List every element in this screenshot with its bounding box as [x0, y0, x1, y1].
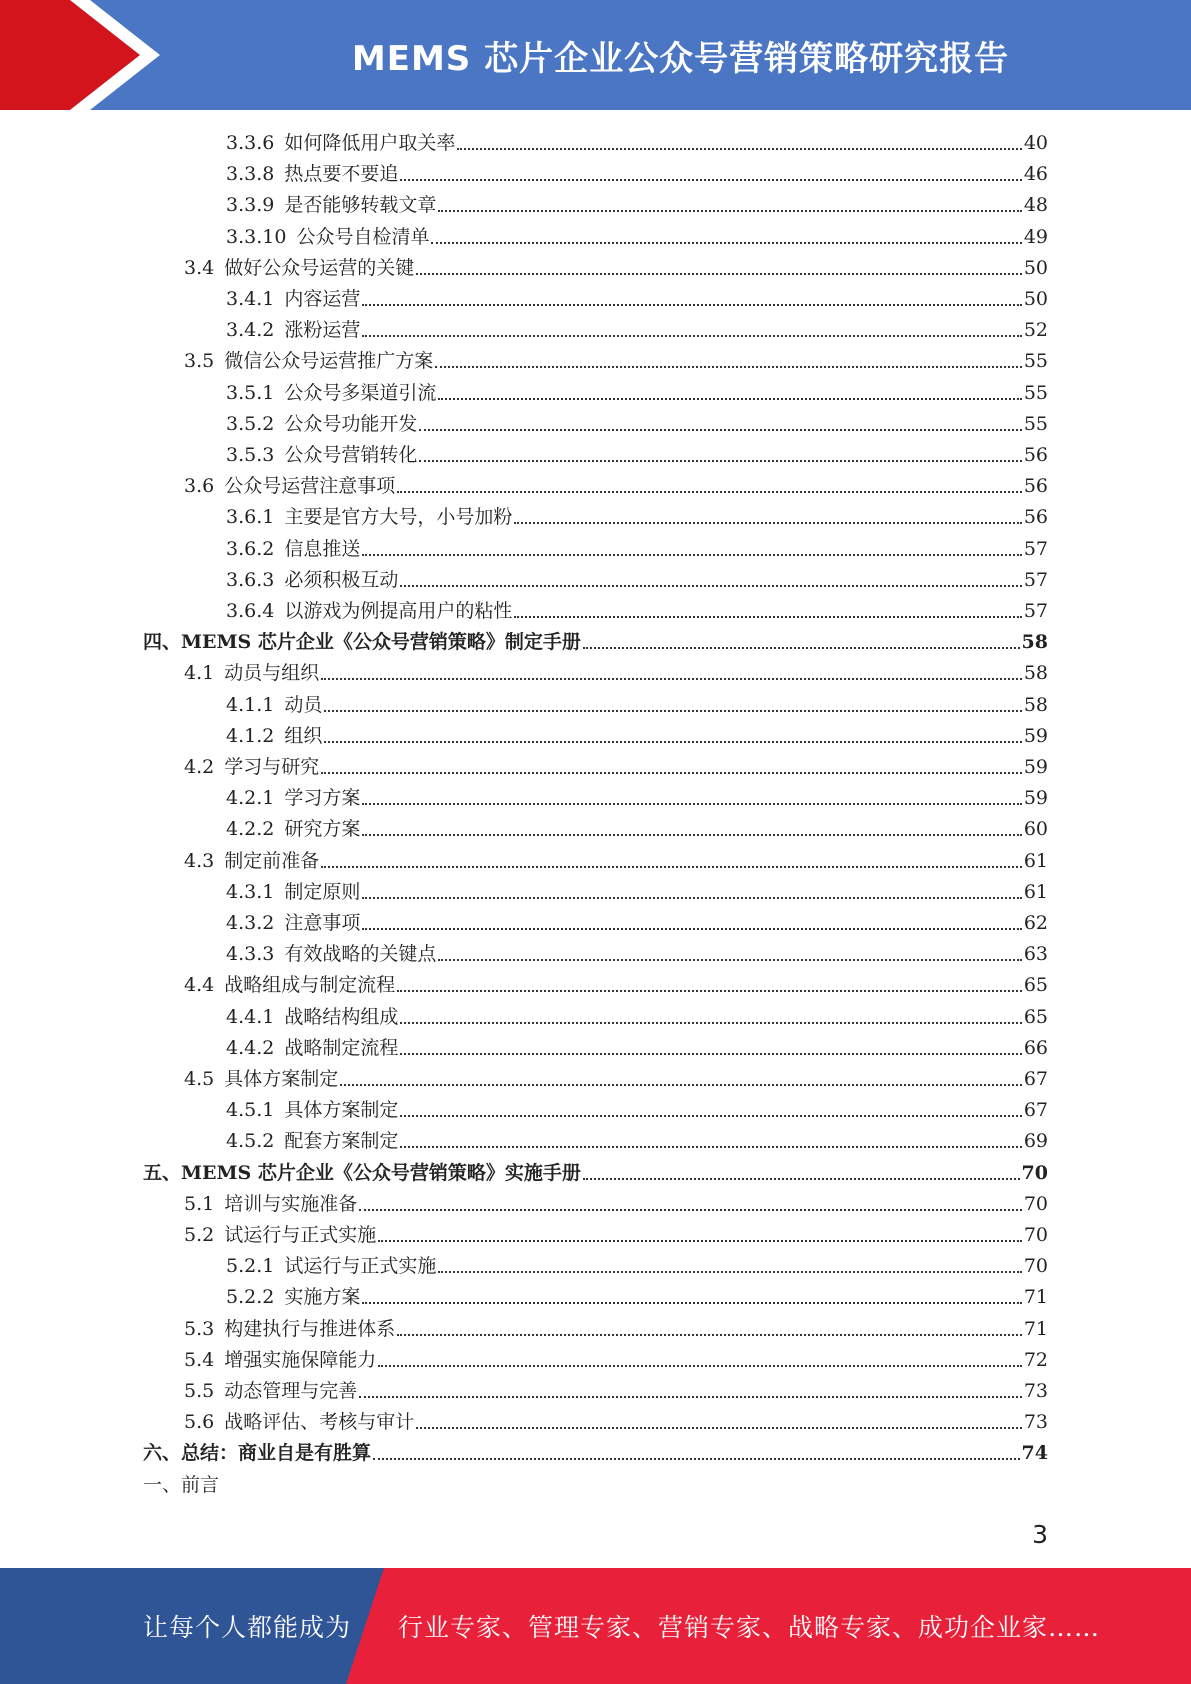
- toc-entry-number: 4.5.2: [226, 1130, 275, 1153]
- toc-entry-page: 40: [1023, 132, 1048, 154]
- toc-entry-number: 3.6: [184, 475, 215, 498]
- toc-entry-title: 动态管理与完善: [224, 1380, 358, 1402]
- toc-dot-leader: [514, 615, 1021, 618]
- page-footer: [0, 1568, 1191, 1684]
- toc-entry-number: 4.2: [184, 756, 215, 778]
- toc-entry[interactable]: [143, 1470, 219, 1501]
- toc-entry[interactable]: [184, 1314, 1048, 1345]
- toc-entry[interactable]: [184, 471, 1048, 502]
- toc-entry[interactable]: [226, 1095, 1048, 1126]
- toc-dot-leader: [400, 1145, 1021, 1148]
- toc-entry-title: 信息推送: [284, 537, 361, 560]
- toc-entry-page: 63: [1023, 943, 1048, 966]
- page-number: 3: [1032, 1520, 1048, 1549]
- toc-dot-leader: [340, 1083, 1022, 1086]
- toc-entry[interactable]: [226, 190, 1048, 221]
- toc-entry-title: 内容运营: [284, 288, 361, 310]
- toc-entry-page: 73: [1023, 1411, 1048, 1434]
- toc-entry[interactable]: [226, 596, 1048, 627]
- red-arrow-decoration: [0, 0, 160, 110]
- toc-entry-title: 构建执行与推进体系: [224, 1317, 396, 1340]
- toc-entry-title: 战略评估、考核与审计: [224, 1411, 415, 1434]
- toc-entry-title: 动员与组织: [224, 662, 320, 685]
- toc-dot-leader: [359, 1208, 1022, 1211]
- toc-entry-title: 配套方案制定: [284, 1130, 399, 1153]
- toc-entry-title: 四、MEMS 芯片企业《公众号营销策略》制定手册: [143, 631, 581, 654]
- toc-entry-page: 50: [1023, 288, 1048, 310]
- toc-entry[interactable]: [226, 783, 1048, 814]
- toc-entry[interactable]: [184, 1345, 1048, 1376]
- toc-dot-leader: [416, 272, 1022, 275]
- toc-entry-page: 52: [1023, 319, 1048, 342]
- toc-entry[interactable]: [226, 939, 1048, 970]
- toc-entry[interactable]: [226, 721, 1048, 752]
- toc-entry[interactable]: [226, 440, 1048, 471]
- toc-entry-number: 4.5.1: [226, 1099, 275, 1122]
- toc-entry-number: 4.3.1: [226, 880, 275, 903]
- toc-dot-leader: [457, 147, 1021, 150]
- toc-entry-title: 是否能够转载文章: [284, 194, 437, 217]
- toc-entry-title: 试运行与正式实施: [284, 1255, 437, 1278]
- toc-entry-page: 50: [1023, 256, 1048, 279]
- toc-entry-page: 67: [1023, 1068, 1048, 1090]
- toc-entry[interactable]: [226, 690, 1048, 721]
- toc-dot-leader: [400, 1114, 1021, 1117]
- toc-entry-page: 59: [1023, 756, 1048, 778]
- toc-entry[interactable]: [226, 159, 1048, 190]
- toc-entry-number: 3.6.3: [226, 568, 275, 591]
- toc-entry-number: 3.3.10: [226, 225, 287, 248]
- toc-entry-number: 4.3.2: [226, 912, 275, 934]
- toc-entry-title: 做好公众号运营的关键: [224, 256, 415, 279]
- toc-entry-number: 3.6.2: [226, 537, 275, 560]
- toc-dot-leader: [438, 209, 1021, 212]
- toc-entry-number: 5.1: [184, 1192, 215, 1215]
- toc-entry-title: 培训与实施准备: [224, 1192, 358, 1215]
- toc-entry-page: 70: [1023, 1255, 1048, 1278]
- toc-entry-title: 战略制定流程: [284, 1036, 399, 1059]
- toc-dot-leader: [362, 303, 1021, 306]
- toc-entry-page: 57: [1023, 568, 1048, 591]
- toc-dot-leader: [397, 490, 1022, 493]
- toc-entry-title: 研究方案: [284, 818, 361, 841]
- toc-entry[interactable]: [184, 346, 1048, 377]
- toc-dot-leader: [400, 1052, 1021, 1055]
- toc-entry-page: 71: [1023, 1286, 1048, 1309]
- toc-entry-page: 48: [1023, 194, 1048, 217]
- toc-dot-leader: [400, 178, 1021, 181]
- toc-entry-page: 58: [1021, 631, 1048, 654]
- toc-entry[interactable]: [226, 534, 1048, 565]
- toc-entry-title: 公众号自检清单: [296, 225, 430, 248]
- toc-entry[interactable]: [184, 1407, 1048, 1438]
- toc-entry-title: 有效战略的关键点: [284, 943, 437, 966]
- toc-entry-title: 增强实施保障能力: [224, 1348, 377, 1371]
- toc-entry-page: 60: [1023, 818, 1048, 841]
- toc-entry-page: 56: [1023, 506, 1048, 529]
- toc-entry-number: 5.2: [184, 1224, 215, 1246]
- toc-entry-number: 4.3.3: [226, 943, 275, 966]
- toc-entry-page: 66: [1023, 1036, 1048, 1059]
- toc-dot-leader: [373, 1457, 1020, 1460]
- toc-entry-page: 67: [1023, 1099, 1048, 1122]
- toc-entry-page: 61: [1023, 849, 1048, 872]
- toc-entry-number: 3.5.1: [226, 381, 275, 404]
- toc-dot-leader: [438, 958, 1021, 961]
- toc-entry-page: 55: [1023, 350, 1048, 373]
- toc-dot-leader: [583, 1177, 1020, 1180]
- toc-entry-number: 5.2.1: [226, 1255, 275, 1278]
- toc-dot-leader: [416, 1426, 1022, 1429]
- toc-entry-title: 涨粉运营: [284, 319, 361, 342]
- toc-entry-number: 3.4: [184, 256, 215, 279]
- footer-slogan-right: 行业专家、管理专家、营销专家、战略专家、成功企业家……: [398, 1613, 1101, 1642]
- toc-entry[interactable]: [226, 1126, 1048, 1157]
- toc-entry-title: 战略组成与制定流程: [224, 974, 396, 997]
- toc-entry[interactable]: [184, 1189, 1048, 1220]
- toc-entry-page: 71: [1023, 1317, 1048, 1340]
- toc-entry-page: 56: [1023, 475, 1048, 498]
- toc-entry-page: 69: [1023, 1130, 1048, 1153]
- toc-entry-page: 70: [1023, 1224, 1048, 1246]
- toc-entry-number: 3.3.8: [226, 163, 275, 186]
- toc-entry[interactable]: [226, 877, 1048, 908]
- toc-dot-leader: [362, 802, 1021, 805]
- toc-entry[interactable]: [184, 1220, 1048, 1251]
- toc-entry-number: 4.4: [184, 974, 215, 997]
- toc-entry-title: 微信公众号运营推广方案: [224, 350, 434, 373]
- toc-entry-number: 5.2.2: [226, 1286, 275, 1309]
- toc-entry-number: 4.2.2: [226, 818, 275, 841]
- toc-entry-title: 试运行与正式实施: [224, 1224, 377, 1246]
- toc-entry[interactable]: [226, 502, 1048, 533]
- toc-entry-title: 实施方案: [284, 1286, 361, 1309]
- toc-dot-leader: [583, 646, 1020, 649]
- toc-entry[interactable]: [143, 627, 1048, 658]
- toc-entry-number: 4.2.1: [226, 787, 275, 810]
- toc-entry-page: 62: [1023, 912, 1048, 934]
- toc-entry[interactable]: [226, 1002, 1048, 1033]
- toc-entry-number: 5.4: [184, 1348, 215, 1371]
- report-title: MEMS 芯片企业公众号营销策略研究报告: [351, 38, 1010, 79]
- toc-entry-title: 制定原则: [284, 880, 361, 903]
- toc-dot-leader: [324, 740, 1021, 743]
- toc-entry-number: 3.5.2: [226, 412, 275, 435]
- toc-entry-number: 3.5.3: [226, 444, 275, 466]
- toc-entry-number: 4.4.1: [226, 1005, 275, 1028]
- toc-entry-page: 57: [1023, 600, 1048, 622]
- toc-dot-leader: [362, 553, 1021, 556]
- toc-entry-title: 学习方案: [284, 787, 361, 810]
- toc-dot-leader: [359, 1395, 1022, 1398]
- toc-entry-number: 4.4.2: [226, 1036, 275, 1059]
- toc-entry-page: 55: [1023, 381, 1048, 404]
- toc-dot-leader: [362, 927, 1021, 930]
- toc-entry[interactable]: [226, 908, 1048, 939]
- toc-entry-page: 72: [1023, 1348, 1048, 1371]
- toc-entry-number: 3.6.4: [226, 600, 275, 622]
- toc-entry-page: 61: [1023, 880, 1048, 903]
- toc-entry-title: 公众号营销转化: [284, 444, 418, 466]
- toc-entry-page: 74: [1021, 1442, 1048, 1465]
- toc-entry-title: 制定前准备: [224, 849, 320, 872]
- toc-entry[interactable]: [226, 1033, 1048, 1064]
- toc-dot-leader: [362, 1301, 1021, 1304]
- toc-dot-leader: [397, 989, 1022, 992]
- toc-entry-number: 4.1.2: [226, 724, 275, 747]
- toc-entry-number: 4.3: [184, 849, 215, 872]
- toc-dot-leader: [419, 428, 1021, 431]
- toc-entry-title: 热点要不要追: [284, 163, 399, 186]
- toc-entry-page: 59: [1023, 787, 1048, 810]
- toc-entry[interactable]: [226, 1282, 1048, 1313]
- toc-dot-leader: [435, 365, 1022, 368]
- toc-entry-title: 五、MEMS 芯片企业《公众号营销策略》实施手册: [143, 1161, 581, 1184]
- toc-entry[interactable]: [226, 284, 1048, 315]
- toc-dot-leader: [419, 459, 1021, 462]
- toc-entry-number: 3.4.1: [226, 288, 275, 310]
- toc-entry-number: 4.5: [184, 1068, 215, 1090]
- toc-dot-leader: [321, 771, 1022, 774]
- toc-dot-leader: [362, 896, 1021, 899]
- toc-entry-page: 49: [1023, 225, 1048, 248]
- toc-entry-page: 70: [1023, 1192, 1048, 1215]
- toc-entry[interactable]: [226, 565, 1048, 596]
- toc-entry-page: 57: [1023, 537, 1048, 560]
- toc-dot-leader: [397, 1333, 1022, 1336]
- toc-entry-page: 46: [1023, 163, 1048, 186]
- toc-entry-page: 59: [1023, 724, 1048, 747]
- toc-dot-leader: [400, 584, 1021, 587]
- toc-dot-leader: [431, 241, 1021, 244]
- toc-entry-page: 65: [1023, 1005, 1048, 1028]
- toc-dot-leader: [321, 677, 1022, 680]
- toc-entry-title: 学习与研究: [224, 756, 320, 778]
- footer-slogan-left: 让每个人都能成为: [143, 1613, 352, 1642]
- toc-dot-leader: [362, 833, 1021, 836]
- toc-entry-title: 如何降低用户取关率: [284, 132, 456, 154]
- toc-entry-number: 4.1: [184, 662, 215, 685]
- toc-entry[interactable]: [184, 752, 1048, 783]
- toc-entry[interactable]: [184, 970, 1048, 1001]
- toc-entry-title: 注意事项: [284, 912, 361, 934]
- toc-entry-title: 具体方案制定: [224, 1068, 339, 1090]
- toc-entry[interactable]: [226, 128, 1048, 159]
- toc-entry-number: 3.3.6: [226, 132, 275, 154]
- toc-entry-page: 55: [1023, 412, 1048, 435]
- toc-entry[interactable]: [226, 1251, 1048, 1282]
- toc-dot-leader: [378, 1239, 1022, 1242]
- toc-dot-leader: [324, 709, 1021, 712]
- toc-entry[interactable]: [226, 814, 1048, 845]
- toc-entry-page: 58: [1023, 662, 1048, 685]
- toc-entry[interactable]: [226, 315, 1048, 346]
- toc-entry-page: 56: [1023, 444, 1048, 466]
- toc-entry-number: 5.5: [184, 1380, 215, 1402]
- toc-dot-leader: [438, 397, 1021, 400]
- toc-entry-page: 70: [1021, 1161, 1048, 1184]
- toc-entry-page: 65: [1023, 974, 1048, 997]
- toc-entry[interactable]: [143, 1438, 1048, 1469]
- toc-entry-title: 公众号运营注意事项: [224, 475, 396, 498]
- toc-entry-title: 战略结构组成: [284, 1005, 399, 1028]
- toc-entry-title: 主要是官方大号，小号加粉: [284, 506, 513, 529]
- toc-entry[interactable]: [226, 409, 1048, 440]
- toc-entry-title: 一、前言: [143, 1473, 220, 1496]
- toc-entry[interactable]: [184, 253, 1048, 284]
- toc-entry[interactable]: [143, 1158, 1048, 1189]
- toc-entry[interactable]: [184, 658, 1048, 689]
- toc-entry-page: 73: [1023, 1380, 1048, 1402]
- toc-entry[interactable]: [184, 846, 1048, 877]
- toc-dot-leader: [400, 1021, 1021, 1024]
- toc-entry-number: 3.4.2: [226, 319, 275, 342]
- toc-entry-number: 3.3.9: [226, 194, 275, 217]
- toc-dot-leader: [438, 1270, 1021, 1273]
- toc-entry[interactable]: [184, 1064, 1048, 1095]
- toc-entry-title: 六、总结：商业自是有胜算: [143, 1442, 372, 1465]
- toc-entry-title: 公众号功能开发: [284, 412, 418, 435]
- toc-entry-number: 5.6: [184, 1411, 215, 1434]
- toc-entry-title: 必须积极互动: [284, 568, 399, 591]
- toc-entry-number: 5.3: [184, 1317, 215, 1340]
- page-header: [0, 0, 1191, 110]
- toc-entry-title: 具体方案制定: [284, 1099, 399, 1122]
- toc-entry-number: 3.5: [184, 350, 215, 373]
- toc-entry[interactable]: [226, 378, 1048, 409]
- toc-entry-title: 动员: [284, 693, 323, 716]
- toc-entry-page: 58: [1023, 693, 1048, 716]
- toc-entry-number: 4.1.1: [226, 693, 275, 716]
- toc-entry-number: 3.6.1: [226, 506, 275, 529]
- toc-entry-title: 公众号多渠道引流: [284, 381, 437, 404]
- toc-entry[interactable]: [226, 222, 1048, 253]
- toc-dot-leader: [362, 334, 1021, 337]
- toc-entry-title: 组织: [284, 724, 323, 747]
- toc-dot-leader: [378, 1364, 1022, 1367]
- toc-dot-leader: [321, 865, 1022, 868]
- toc-dot-leader: [514, 521, 1021, 524]
- toc-entry-title: 以游戏为例提高用户的粘性: [284, 600, 513, 622]
- toc-entry[interactable]: [184, 1376, 1048, 1407]
